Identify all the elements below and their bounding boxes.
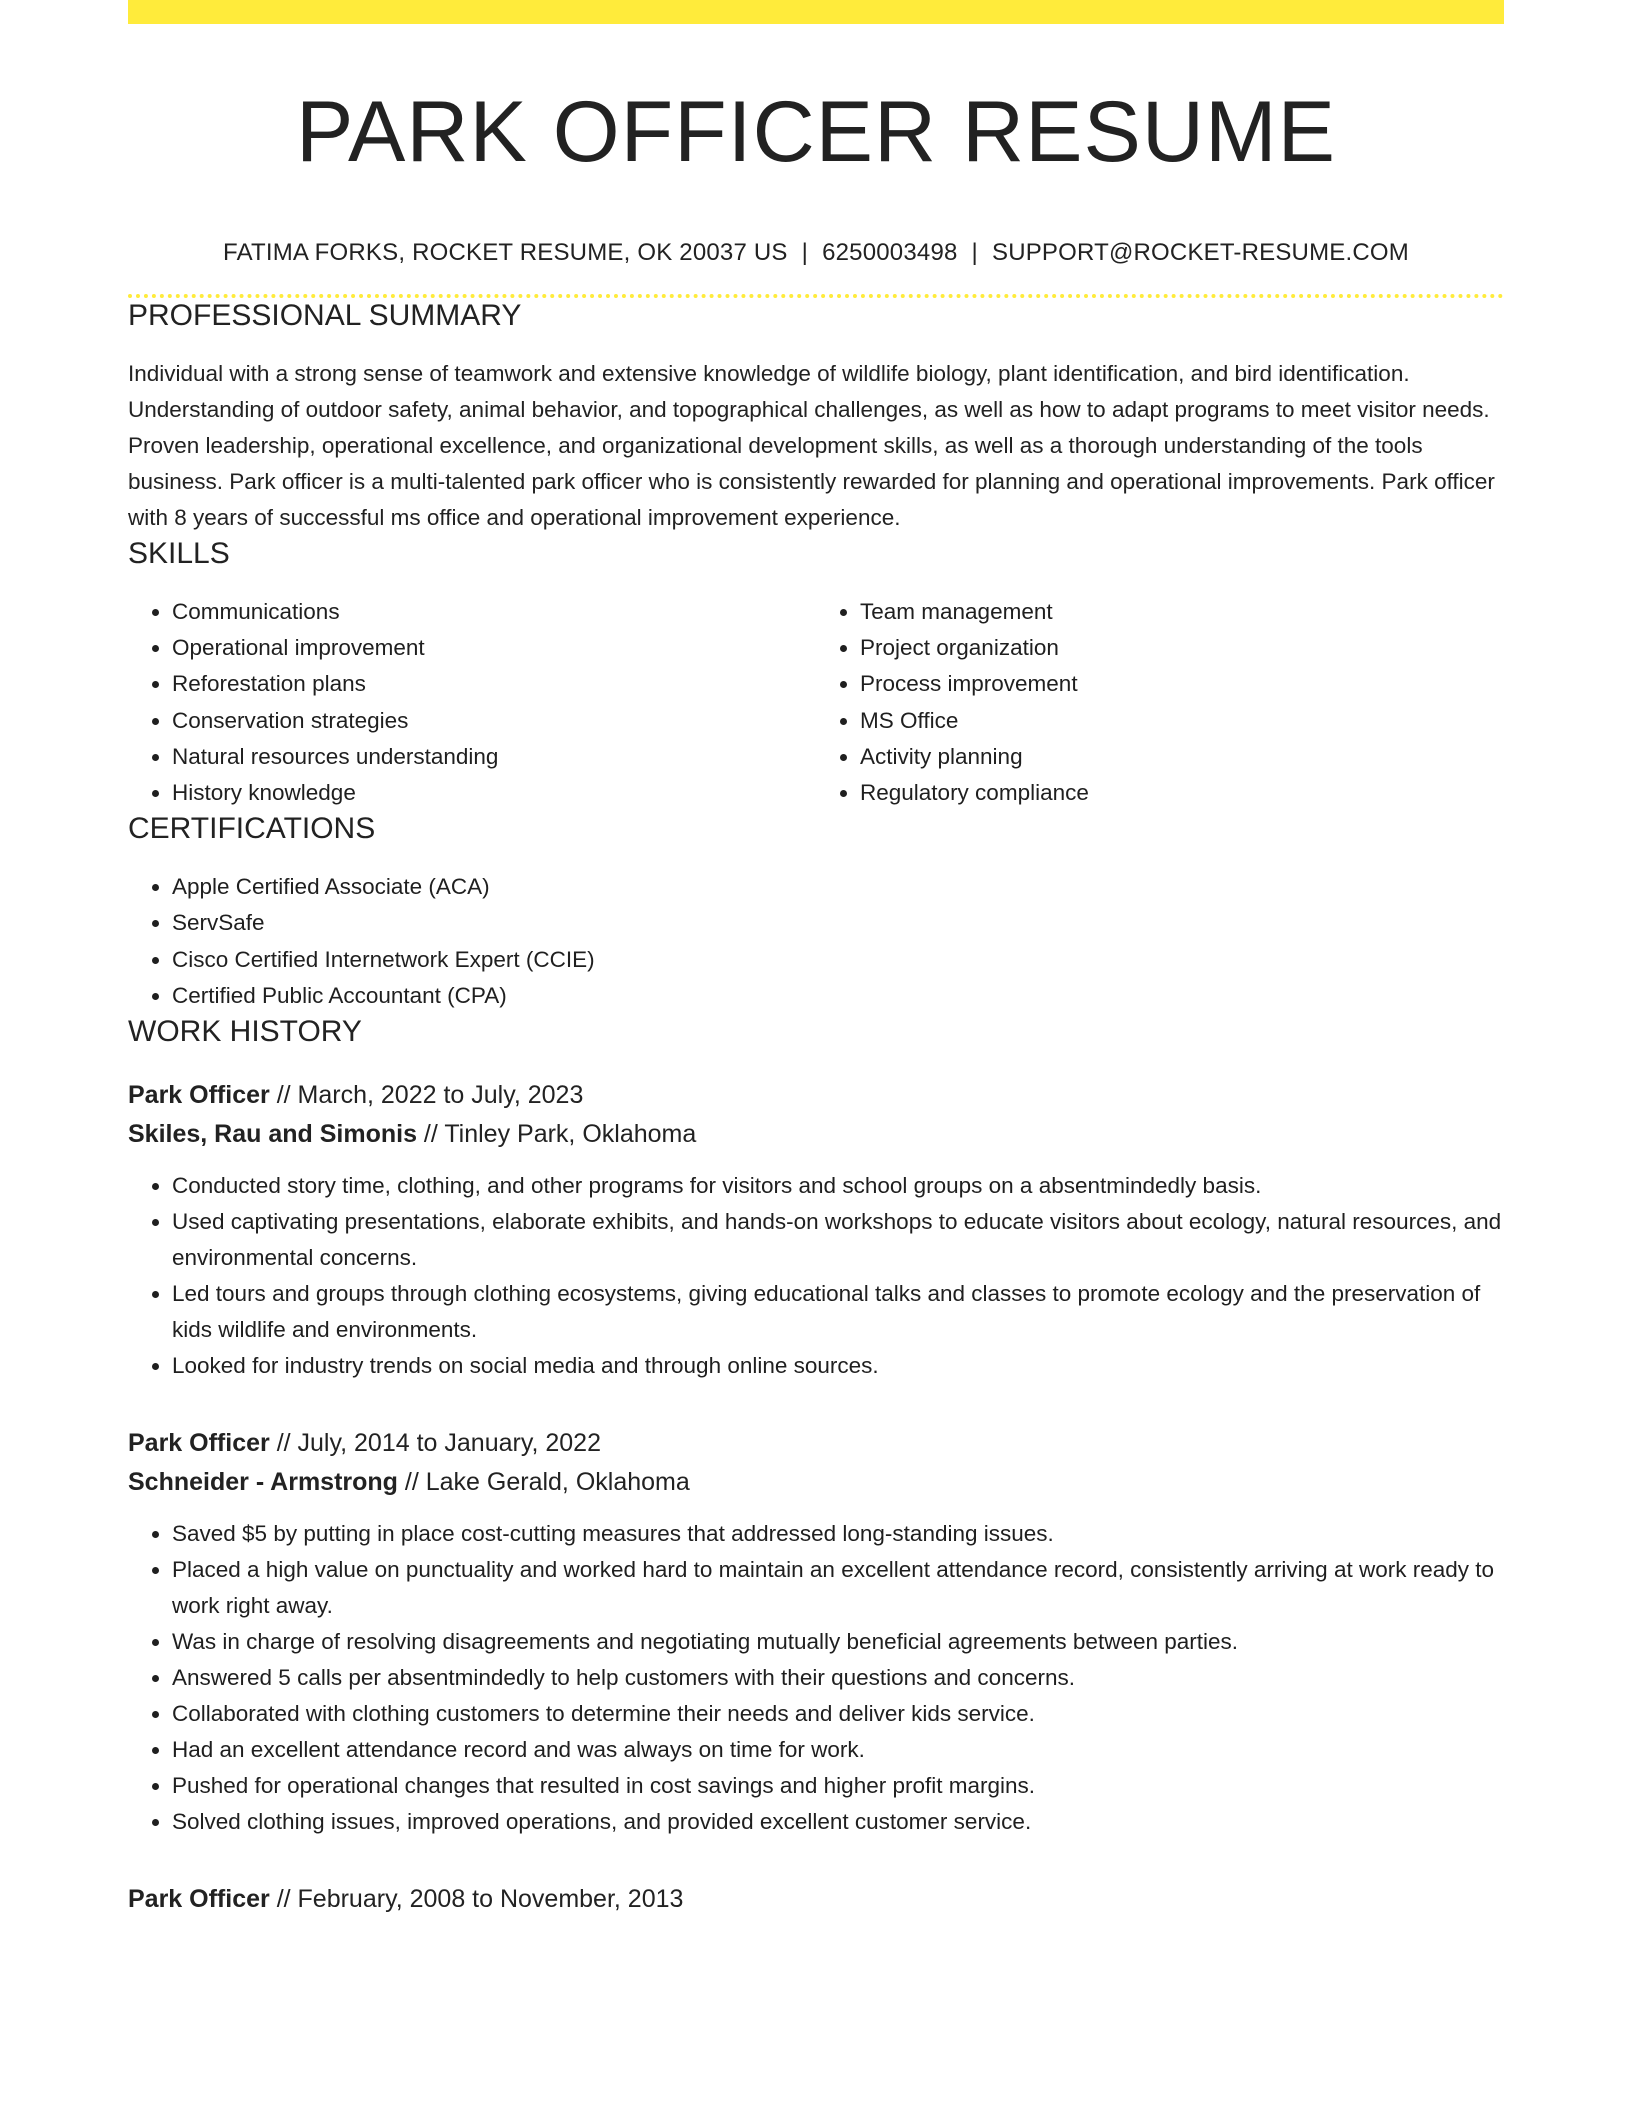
job-location: // Tinley Park, Oklahoma [416, 1120, 697, 1149]
list-item: • Communications [172, 594, 816, 630]
list-item: • Natural resources understanding [172, 739, 816, 775]
summary-heading: PROFESSIONAL SUMMARY [128, 299, 522, 332]
list-item: • Looked for industry trends on social media and through online sources. [172, 1348, 1504, 1384]
job-title: Park Officer [128, 1885, 270, 1914]
list-item: • Led tours and groups through clothing ecosystems, giving educational talks and classes to promote ecology and the preservation of kids wildlife and environments. [172, 1276, 1504, 1348]
job-entry [128, 1076, 1504, 1384]
list-item: • Activity planning [860, 739, 1504, 775]
job-entry [128, 1880, 1504, 1919]
job-location: // Lake Gerald, Oklahoma [397, 1468, 690, 1497]
certifications-list [128, 869, 1504, 1014]
contact-separator: | [801, 239, 809, 266]
list-item: • Was in charge of resolving disagreements and negotiating mutually beneficial agreements between parties. [172, 1624, 1504, 1660]
list-item: • Used captivating presentations, elaborate exhibits, and hands-on workshops to educate visitors about ecology, natural resources, and environmental concerns. [172, 1204, 1504, 1276]
contact-address: FATIMA FORKS, ROCKET RESUME, OK 20037 US [223, 239, 788, 266]
certifications-heading: CERTIFICATIONS [128, 812, 376, 846]
job-bullets [128, 1168, 1504, 1384]
job-company-line [128, 1115, 1504, 1154]
list-item: • Saved $5 by putting in place cost-cutting measures that addressed long-standing issues. [172, 1516, 1504, 1552]
list-item: • MS Office [860, 703, 1504, 739]
job-company: Schneider - Armstrong [128, 1468, 398, 1497]
list-item: • Team management [860, 594, 1504, 630]
list-item: • Had an excellent attendance record and was always on time for work. [172, 1732, 1504, 1768]
skills-columns [128, 594, 1504, 811]
page-title: PARK OFFICER RESUME [296, 84, 1336, 180]
list-item: • Project organization [860, 630, 1504, 666]
list-item: • Reforestation plans [172, 666, 816, 702]
job-dates: // February, 2008 to November, 2013 [269, 1885, 684, 1914]
job-title-line [128, 1424, 1504, 1463]
job-bullets [128, 1516, 1504, 1840]
list-item: • Certified Public Accountant (CPA) [172, 978, 1504, 1014]
job-company-line [128, 1463, 1504, 1502]
job-title-line [128, 1880, 1504, 1919]
list-item: • Solved clothing issues, improved operations, and provided excellent customer service. [172, 1804, 1504, 1840]
contact-phone: 6250003498 [822, 239, 958, 266]
contact-separator: | [971, 239, 978, 266]
job-title: Park Officer [128, 1081, 270, 1110]
contact-line [128, 238, 1504, 268]
job-company: Skiles, Rau and Simonis [128, 1120, 417, 1149]
skills-heading: SKILLS [128, 537, 230, 570]
skills-list-left [128, 594, 816, 811]
list-item: • Answered 5 calls per absentmindedly to help customers with their questions and concerns. [172, 1660, 1504, 1696]
contact-email[interactable]: SUPPORT@ROCKET-RESUME.COM [991, 239, 1409, 266]
summary-text: Individual with a strong sense of teamwork and extensive knowledge of wildlife biology, plant identification, and bird identification. Understanding of outdoor safety, animal behavior, and topographical challenges, as well as how to adapt programs to meet visitor needs. Proven leadership, operational excellence, and organizational development skills, as well as a thorough understanding of the tools business. Park officer is a multi-talented park officer who is consistently rewarded for planning and operational improvements. Park officer with 8 years of successful ms office and operational improvement experience. [128, 361, 1495, 530]
list-item: • Apple Certified Associate (ACA) [172, 869, 1504, 905]
list-item: • Process improvement [860, 666, 1504, 702]
list-item: • Regulatory compliance [860, 775, 1504, 811]
list-item: • Conservation strategies [172, 703, 816, 739]
list-item: • Placed a high value on punctuality and worked hard to maintain an excellent attendance record, consistently arriving at work ready to work right away. [172, 1552, 1504, 1624]
work-history-heading: WORK HISTORY [128, 1015, 362, 1049]
resume-page [128, 0, 1504, 1919]
job-dates: // July, 2014 to January, 2022 [269, 1429, 601, 1458]
list-item: • ServSafe [172, 905, 1504, 941]
list-item: • Collaborated with clothing customers to determine their needs and deliver kids service. [172, 1696, 1504, 1732]
list-item: • History knowledge [172, 775, 816, 811]
top-accent-bar [128, 0, 1504, 24]
list-item: • Operational improvement [172, 630, 816, 666]
list-item: • Pushed for operational changes that resulted in cost savings and higher profit margins. [172, 1768, 1504, 1804]
job-title-line [128, 1076, 1504, 1115]
list-item: • Conducted story time, clothing, and other programs for visitors and school groups on a absentmindedly basis. [172, 1168, 1504, 1204]
job-title: Park Officer [128, 1429, 270, 1458]
list-item: • Cisco Certified Internetwork Expert (CCIE) [172, 942, 1504, 978]
job-dates: // March, 2022 to July, 2023 [269, 1081, 584, 1110]
job-entry [128, 1424, 1504, 1840]
skills-list-right [816, 594, 1504, 811]
